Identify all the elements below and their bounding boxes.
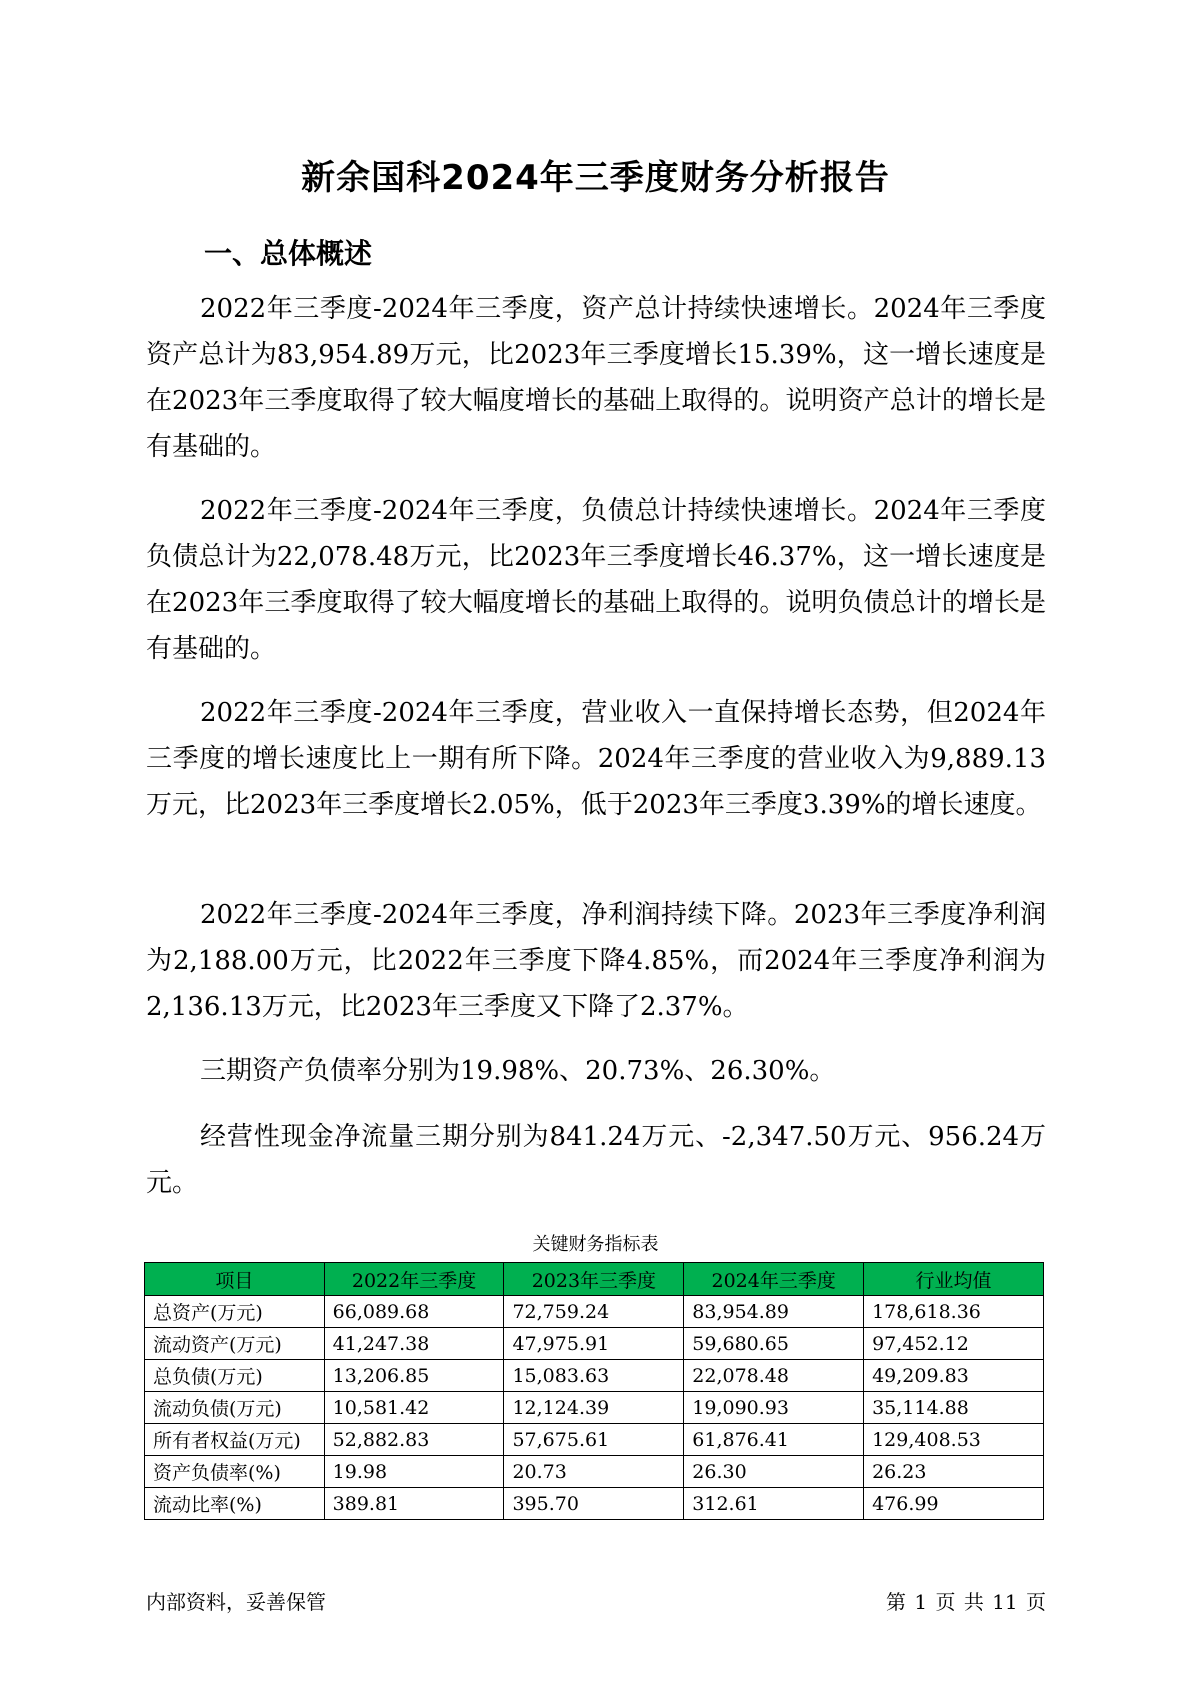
table-cell: 129,408.53	[864, 1424, 1044, 1456]
table-row	[145, 1424, 1044, 1456]
table-cell: 41,247.38	[324, 1328, 504, 1360]
table-cell: 资产负债率(%)	[145, 1456, 325, 1488]
paragraph-total-liabilities: 2022年三季度-2024年三季度，负债总计持续快速增长。2024年三季度负债总计为22,078.48万元，比2023年三季度增长46.37%，这一增长速度是在2023年三季度取得了较大幅度增长的基础上取得的。说明负债总计的增长是有基础的。	[146, 496, 1046, 664]
table-header-cell: 行业均值	[864, 1263, 1044, 1296]
table-cell: 流动资产(万元)	[145, 1328, 325, 1360]
footer-page-number: 第 1 页 共 11 页	[886, 1590, 1046, 1614]
table-cell: 57,675.61	[504, 1424, 684, 1456]
table-row	[145, 1392, 1044, 1424]
table-cell: 61,876.41	[684, 1424, 864, 1456]
table-cell: 178,618.36	[864, 1296, 1044, 1328]
table-cell: 所有者权益(万元)	[145, 1424, 325, 1456]
table-cell: 流动比率(%)	[145, 1488, 325, 1520]
paragraph-cash-flow: 经营性现金净流量三期分别为841.24万元、-2,347.50万元、956.24万元。	[146, 1122, 1046, 1198]
table-cell: 20.73	[504, 1456, 684, 1488]
table-cell: 72,759.24	[504, 1296, 684, 1328]
table-cell: 总负债(万元)	[145, 1360, 325, 1392]
table-cell: 52,882.83	[324, 1424, 504, 1456]
table-header-cell: 2023年三季度	[504, 1263, 684, 1296]
footer-confidential-note: 内部资料，妥善保管	[146, 1590, 326, 1614]
paragraph-total-assets: 2022年三季度-2024年三季度，资产总计持续快速增长。2024年三季度资产总计为83,954.89万元，比2023年三季度增长15.39%，这一增长速度是在2023年三季度取得了较大幅度增长的基础上取得的。说明资产总计的增长是有基础的。	[146, 294, 1046, 462]
table-cell: 15,083.63	[504, 1360, 684, 1392]
table-cell: 10,581.42	[324, 1392, 504, 1424]
table-cell: 47,975.91	[504, 1328, 684, 1360]
table-row	[145, 1456, 1044, 1488]
table-cell: 26.23	[864, 1456, 1044, 1488]
table-caption: 关键财务指标表	[532, 1234, 659, 1255]
table-cell: 12,124.39	[504, 1392, 684, 1424]
table-header-cell: 2022年三季度	[324, 1263, 504, 1296]
table-cell: 83,954.89	[684, 1296, 864, 1328]
section-heading-overview: 一、总体概述	[204, 237, 373, 270]
table-row	[145, 1488, 1044, 1520]
table-row	[145, 1296, 1044, 1328]
table-cell: 19,090.93	[684, 1392, 864, 1424]
table-cell: 389.81	[324, 1488, 504, 1520]
table-cell: 流动负债(万元)	[145, 1392, 325, 1424]
table-cell: 97,452.12	[864, 1328, 1044, 1360]
key-financial-indicators-table	[144, 1262, 1044, 1520]
table-row	[145, 1328, 1044, 1360]
table-cell: 35,114.88	[864, 1392, 1044, 1424]
table-header-row	[145, 1263, 1044, 1296]
table-cell: 59,680.65	[684, 1328, 864, 1360]
paragraph-net-profit: 2022年三季度-2024年三季度，净利润持续下降。2023年三季度净利润为2,188.00万元，比2022年三季度下降4.85%，而2024年三季度净利润为2,136.13万元，比2023年三季度又下降了2.37%。	[146, 900, 1046, 1022]
table-cell: 395.70	[504, 1488, 684, 1520]
table-cell: 26.30	[684, 1456, 864, 1488]
table-cell: 19.98	[324, 1456, 504, 1488]
table-header-cell: 2024年三季度	[684, 1263, 864, 1296]
paragraph-debt-ratio: 三期资产负债率分别为19.98%、20.73%、26.30%。	[200, 1056, 836, 1086]
paragraph-revenue: 2022年三季度-2024年三季度，营业收入一直保持增长态势，但2024年三季度的增长速度比上一期有所下降。2024年三季度的营业收入为9,889.13万元，比2023年三季度增长2.05%，低于2023年三季度3.39%的增长速度。	[146, 698, 1046, 820]
table-cell: 66,089.68	[324, 1296, 504, 1328]
table-cell: 13,206.85	[324, 1360, 504, 1392]
table-cell: 312.61	[684, 1488, 864, 1520]
table-cell: 总资产(万元)	[145, 1296, 325, 1328]
table-row	[145, 1360, 1044, 1392]
table-header-cell: 项目	[145, 1263, 325, 1296]
table-cell: 49,209.83	[864, 1360, 1044, 1392]
page-title: 新余国科2024年三季度财务分析报告	[301, 158, 890, 198]
table-cell: 22,078.48	[684, 1360, 864, 1392]
table-cell: 476.99	[864, 1488, 1044, 1520]
